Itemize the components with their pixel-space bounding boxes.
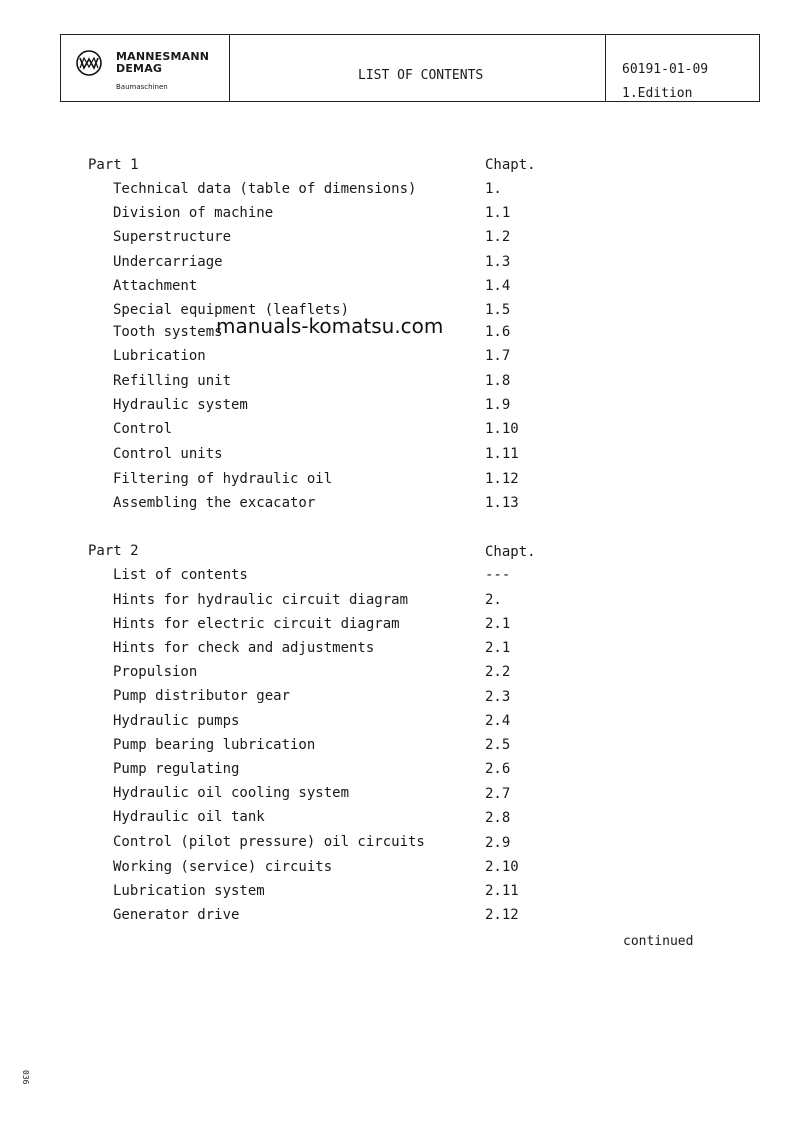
toc-item-chapter: 1.4 bbox=[485, 278, 511, 294]
toc-item-chapter: 2.11 bbox=[485, 883, 519, 899]
document-header bbox=[60, 34, 760, 102]
toc-item-title: Propulsion bbox=[113, 664, 198, 680]
toc-item-title: Hydraulic oil cooling system bbox=[113, 785, 350, 801]
toc-item-title: Special equipment (leaflets) bbox=[113, 302, 350, 318]
logo-cell bbox=[61, 35, 230, 101]
part1-chapt-header: Chapt. bbox=[485, 157, 536, 173]
toc-item-title: Working (service) circuits bbox=[113, 859, 333, 875]
brand-division: Baumaschinen bbox=[116, 83, 168, 91]
toc-item-title: Division of machine bbox=[113, 205, 274, 221]
toc-item-title: Pump distributor gear bbox=[113, 688, 291, 704]
toc-item-chapter: 1.1 bbox=[485, 205, 511, 221]
toc-item-chapter: 1.3 bbox=[485, 254, 511, 270]
part1-label: Part 1 bbox=[88, 157, 139, 173]
toc-item-title: List of contents bbox=[113, 567, 248, 583]
watermark-text: manuals-komatsu.com bbox=[216, 314, 444, 338]
toc-item-title: Hints for electric circuit diagram bbox=[113, 616, 400, 632]
side-code: 036 bbox=[21, 1070, 30, 1085]
toc-item-chapter: 2. bbox=[485, 592, 502, 608]
edition-label: 1.Edition bbox=[622, 86, 693, 101]
continued-note: continued bbox=[623, 934, 694, 949]
brand-name: MANNESMANN bbox=[116, 50, 210, 63]
toc-item-title: Pump regulating bbox=[113, 761, 240, 777]
toc-item-title: Control bbox=[113, 421, 173, 437]
toc-item-chapter: 1.2 bbox=[485, 229, 511, 245]
part2-label: Part 2 bbox=[88, 543, 139, 559]
title-cell bbox=[230, 35, 606, 101]
toc-item-chapter: 2.9 bbox=[485, 835, 511, 851]
toc-item-title: Generator drive bbox=[113, 907, 240, 923]
toc-item-chapter: 2.8 bbox=[485, 810, 511, 826]
toc-item-title: Hints for hydraulic circuit diagram bbox=[113, 592, 409, 608]
toc-item-title: Tooth systems bbox=[113, 324, 223, 340]
part2-chapt-header: Chapt. bbox=[485, 544, 536, 560]
toc-item-title: Lubrication system bbox=[113, 883, 265, 899]
toc-item-chapter: 2.5 bbox=[485, 737, 511, 753]
toc-item-chapter: 1.6 bbox=[485, 324, 511, 340]
toc-item-chapter: 2.1 bbox=[485, 616, 511, 632]
toc-item-chapter: --- bbox=[485, 567, 511, 583]
toc-item-chapter: 1. bbox=[485, 181, 502, 197]
toc-item-title: Superstructure bbox=[113, 229, 232, 245]
toc-item-title: Technical data (table of dimensions) bbox=[113, 181, 417, 197]
toc-item-chapter: 2.7 bbox=[485, 786, 511, 802]
toc-item-chapter: 1.8 bbox=[485, 373, 511, 389]
toc-item-title: Hydraulic oil tank bbox=[113, 809, 265, 825]
page-title: LIST OF CONTENTS bbox=[358, 68, 484, 83]
reference-cell bbox=[606, 35, 759, 101]
document-number: 60191-01-09 bbox=[622, 62, 709, 77]
toc-item-title: Assembling the excacator bbox=[113, 495, 316, 511]
toc-item-title: Refilling unit bbox=[113, 373, 232, 389]
toc-item-chapter: 1.5 bbox=[485, 302, 511, 318]
toc-item-title: Pump bearing lubrication bbox=[113, 737, 316, 753]
toc-item-chapter: 2.3 bbox=[485, 689, 511, 705]
toc-item-title: Hydraulic pumps bbox=[113, 713, 240, 729]
toc-item-chapter: 1.13 bbox=[485, 495, 519, 511]
toc-item-title: Lubrication bbox=[113, 348, 206, 364]
toc-item-title: Undercarriage bbox=[113, 254, 223, 270]
mannesmann-logo-icon bbox=[76, 50, 102, 76]
toc-item-chapter: 1.7 bbox=[485, 348, 511, 364]
toc-item-chapter: 2.2 bbox=[485, 664, 511, 680]
toc-item-title: Hints for check and adjustments bbox=[113, 640, 375, 656]
toc-item-title: Control units bbox=[113, 446, 223, 462]
toc-item-chapter: 2.4 bbox=[485, 713, 511, 729]
toc-item-chapter: 1.12 bbox=[485, 471, 519, 487]
toc-item-chapter: 1.10 bbox=[485, 421, 519, 437]
toc-item-chapter: 2.10 bbox=[485, 859, 519, 875]
toc-item-title: Filtering of hydraulic oil bbox=[113, 471, 333, 487]
toc-item-chapter: 2.12 bbox=[485, 907, 519, 923]
toc-item-title: Hydraulic system bbox=[113, 397, 248, 413]
toc-item-chapter: 2.1 bbox=[485, 640, 511, 656]
toc-item-title: Attachment bbox=[113, 278, 198, 294]
toc-item-title: Control (pilot pressure) oil circuits bbox=[113, 834, 425, 850]
brand-subname: DEMAG bbox=[116, 62, 163, 75]
toc-item-chapter: 1.11 bbox=[485, 446, 519, 462]
toc-item-chapter: 2.6 bbox=[485, 761, 511, 777]
toc-item-chapter: 1.9 bbox=[485, 397, 511, 413]
